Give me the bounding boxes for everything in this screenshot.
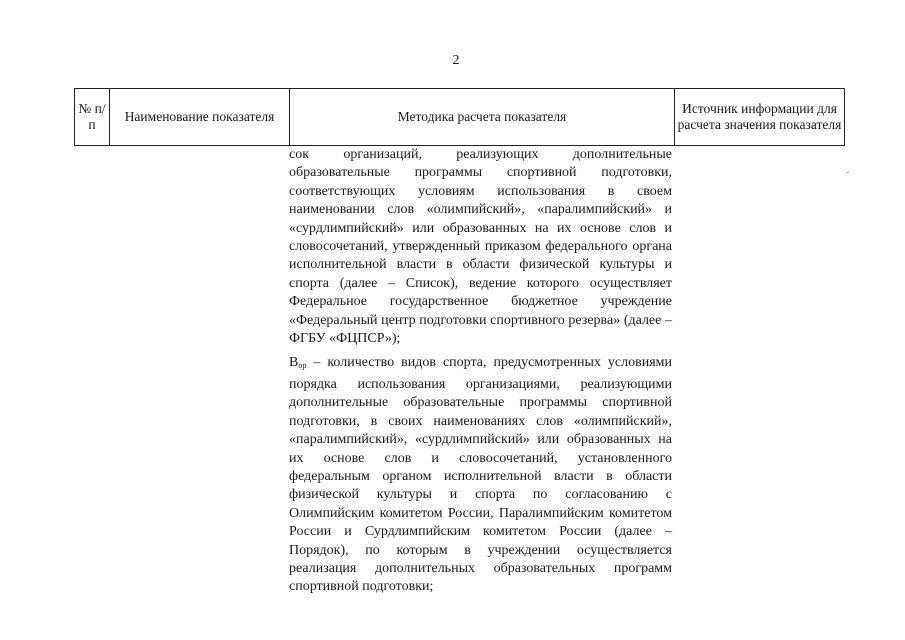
header-indicator-name: Наименование показателя: [110, 89, 290, 145]
table-header: [74, 88, 845, 146]
scan-speck: [846, 172, 849, 173]
variable-definition: – количество видов спорта, предусмотренных условиями порядка использования организациями, реализующими дополнительные образовательные программы спортивной подготовки, в своих наименованиях слов «олимпийский», «паралимпийский», «сурдлимпийский» или образованных на их основе слов и словосочетаний, установленного федеральным органом исполнительной власти в области физической культуры и спорта по согласованию с Олимпийским комитетом России, Паралимпийским комитетом России и Сурдлимпийским комитетом России (далее – Порядок), по которым в учреждении осуществляется реализация дополнительных образовательных программ спортивной подготовки;: [289, 355, 672, 595]
header-information-source: Источник информации для расчета значения показателя: [677, 101, 842, 132]
variable-subscript: ор: [298, 361, 307, 371]
method-column-body: [289, 146, 672, 603]
header-number: № п/п: [75, 89, 110, 145]
method-paragraph-list: сок организаций, реализующих дополнительные образовательные программы спортивной подготовки, соответствующих условиям использования в своем наименовании слов «олимпийский», «паралимпийский» и «сурдлимпийский» или образованных на их основе слов и словосочетаний, утвержденный приказом федерального органа исполнительной власти в области физической культуры и спорта (далее – Список), ведение которого осуществляет Федеральное государственное бюджетное учреждение «Федеральный центр подготовки спортивного резерва» (далее – ФГБУ «ФЦПСР»);: [289, 147, 672, 347]
header-calculation-method: Методика расчета показателя: [290, 89, 675, 145]
page-number: 2: [452, 53, 460, 68]
method-paragraph-sports-count: [289, 354, 672, 596]
variable-symbol: В: [289, 355, 299, 371]
